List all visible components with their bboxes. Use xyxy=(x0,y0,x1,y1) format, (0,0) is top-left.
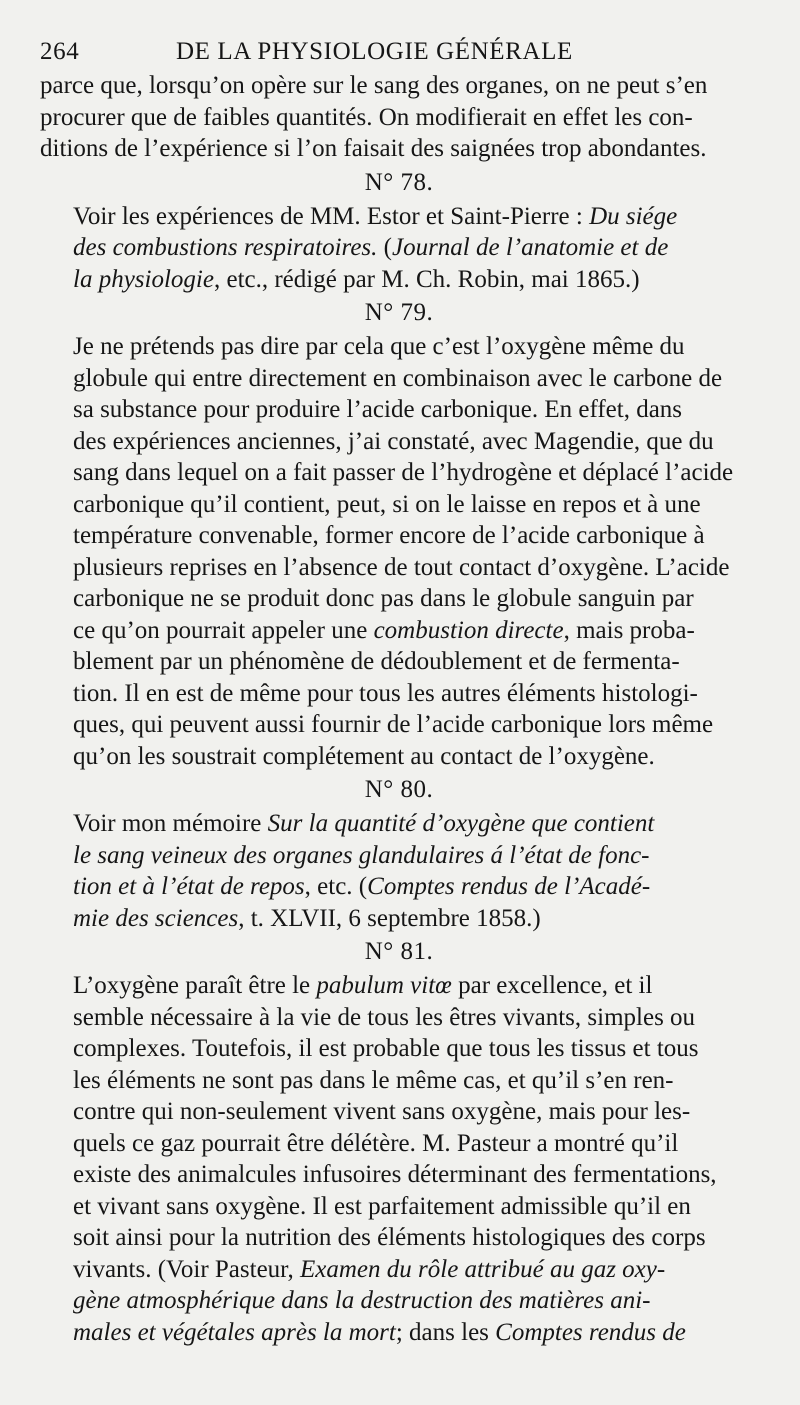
text-segment: ( xyxy=(377,234,392,261)
italic-text-segment: le sang veineux des organes glandulaires á l’état de fonc- xyxy=(73,841,650,869)
paragraph xyxy=(40,331,758,772)
italic-text-segment: Journal de l’anatomie et de xyxy=(391,234,669,261)
text-line: existe des animalcules infusoires déterminant des fermentations, xyxy=(73,1161,717,1188)
italic-text-segment: gène atmosphérique dans la destruction des matières ani- xyxy=(73,1287,651,1314)
text-line: et vivant sans oxygène. Il est parfaitement admissible qu’il en xyxy=(73,1192,691,1220)
text-line: les éléments ne sont pas dans le même cas, et qu’il s’en ren- xyxy=(73,1066,674,1094)
text-segment: ; dans les xyxy=(395,1318,496,1346)
italic-text-segment: la physiologie xyxy=(73,265,214,293)
italic-text-segment: Du siége xyxy=(589,202,678,230)
italic-text-segment: males et végétales après la mort xyxy=(73,1318,396,1346)
paragraph xyxy=(40,70,758,165)
italic-text-segment: Comptes rendus de xyxy=(495,1318,686,1346)
text-line xyxy=(40,970,758,1002)
paragraph xyxy=(40,970,758,1348)
italic-text-segment: mie des sciences xyxy=(73,904,239,932)
text-line xyxy=(40,264,758,296)
italic-text-segment: pabulum vitœ xyxy=(316,972,452,999)
text-line: carbonique qu’il contient, peut, si on le laisse en repos et à une xyxy=(73,490,701,518)
italic-text-segment: Examen du rôle attribué au gaz oxy- xyxy=(300,1255,666,1283)
note-heading: N° 78. xyxy=(364,168,434,196)
paragraph xyxy=(40,201,758,296)
italic-text-segment: Comptes rendus de l’Acadé- xyxy=(367,873,651,900)
text-line xyxy=(40,871,758,903)
paragraph xyxy=(40,808,758,934)
text-line: tion. Il en est de même pour tous les autres éléments histologi- xyxy=(73,679,698,707)
text-segment: , mais proba- xyxy=(563,616,695,644)
text-line: qu’on les soustrait complétement au contact de l’oxygène. xyxy=(73,742,655,770)
text-line: quels ce gaz pourrait être délétère. M. Pasteur a montré qu’il xyxy=(73,1129,679,1157)
text-line xyxy=(40,1317,758,1349)
text-segment: ce qu’on pourrait appeler une xyxy=(73,616,374,644)
text-line: blement par un phénomène de dédoublement et de fermenta- xyxy=(73,648,680,675)
text-line: plusieurs reprises en l’absence de tout contact d’oxygène. L’acide xyxy=(73,553,730,581)
text-line xyxy=(40,840,758,872)
text-line xyxy=(40,232,758,264)
text-line: température convenable, former encore de l’acide carbonique à xyxy=(73,522,705,549)
text-line: procurer que de faibles quantités. On modifierait en effet les con- xyxy=(40,103,693,131)
text-line xyxy=(40,1285,758,1317)
text-line xyxy=(40,615,758,647)
text-line xyxy=(40,1254,758,1286)
text-line: contre qui non-seulement vivent sans oxygène, mais pour les- xyxy=(73,1098,691,1125)
italic-text-segment: Sur la quantité d’oxygène que contient xyxy=(267,810,655,837)
text-segment: , etc. ( xyxy=(304,873,368,900)
page-number: 264 xyxy=(40,38,80,65)
note-heading: N° 81. xyxy=(364,938,434,965)
text-line: soit ainsi pour la nutrition des éléments histologiques des corps xyxy=(73,1224,706,1251)
page-body xyxy=(40,70,758,1348)
note-heading: N° 80. xyxy=(364,776,434,803)
text-line: semble nécessaire à la vie de tous les êtres vivants, simples ou xyxy=(73,1003,696,1031)
page-header xyxy=(40,34,758,70)
text-line: complexes. Toutefois, il est probable que tous les tissus et tous xyxy=(73,1035,699,1062)
text-segment: , etc., rédigé par M. Ch. Robin, mai 1865.) xyxy=(213,265,640,293)
text-segment: vivants. (Voir Pasteur, xyxy=(73,1255,300,1283)
text-segment: par excellence, et il xyxy=(451,972,653,999)
italic-text-segment: des combustions respiratoires. xyxy=(73,234,378,261)
text-line xyxy=(40,903,758,935)
text-line: ditions de l’expérience si l’on faisait des saignées trop abondantes. xyxy=(40,135,707,162)
text-line xyxy=(40,201,758,233)
note-heading: N° 79. xyxy=(364,299,434,326)
text-line xyxy=(40,808,758,840)
text-line: ques, qui peuvent aussi fournir de l’acide carbonique lors même xyxy=(73,711,714,738)
text-segment: L’oxygène paraît être le xyxy=(73,972,317,999)
running-title: DE LA PHYSIOLOGIE GÉNÉRALE xyxy=(176,38,573,65)
text-segment: Voir les expériences de MM. Estor et Saint-Pierre : xyxy=(73,202,590,230)
text-line: parce que, lorsqu’on opère sur le sang des organes, on ne peut s’en xyxy=(40,72,708,99)
text-line: des expériences anciennes, j’ai constaté, avec Magendie, que du xyxy=(73,427,714,455)
text-segment: Voir mon mémoire xyxy=(73,810,268,837)
italic-text-segment: combustion directe xyxy=(373,616,564,644)
text-segment: , t. XLVII, 6 septembre 1858.) xyxy=(238,904,541,932)
italic-text-segment: tion et à l’état de repos xyxy=(73,873,305,900)
text-line: carbonique ne se produit donc pas dans le globule sanguin par xyxy=(73,585,694,612)
text-line: globule qui entre directement en combinaison avec le carbone de xyxy=(73,364,723,392)
text-line: sa substance pour produire l’acide carbonique. En effet, dans xyxy=(73,396,683,423)
text-line: sang dans lequel on a fait passer de l’hydrogène et déplacé l’acide xyxy=(73,459,734,486)
text-line: Je ne prétends pas dire par cela que c’est l’oxygène même du xyxy=(73,333,685,360)
